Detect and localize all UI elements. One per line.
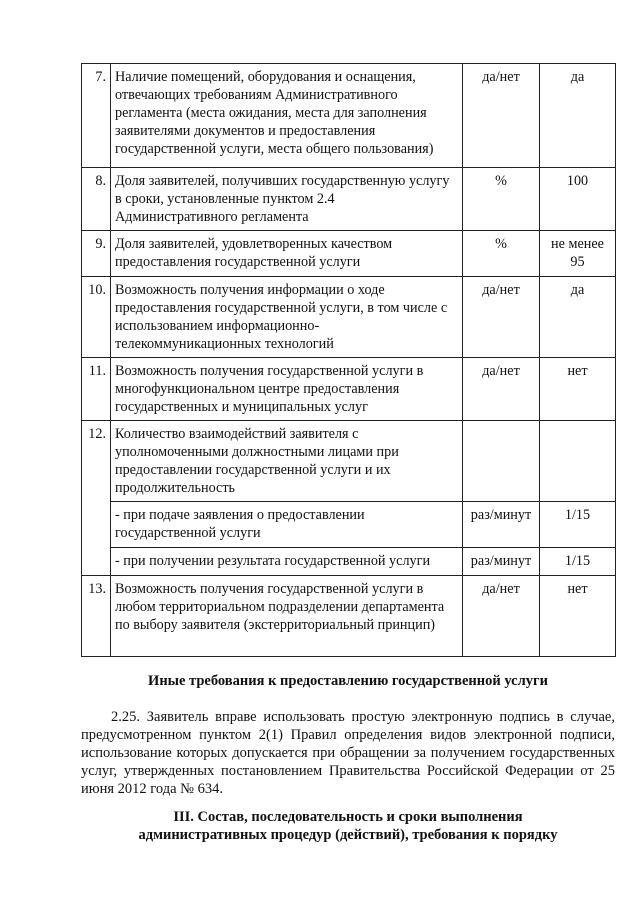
paragraph-2-25: 2.25. Заявитель вправе использовать простую электронную подпись в случае, предусмотренном пунктом 2(1) Правил определения видов электронной подписи, использование которых допускается при обращении за получением государственных услуг, утвержденных постановлением Правительства Российской Федерации от 25 июня 2012 года № 634. [81,709,615,797]
row-description: Количество взаимодействий заявителя с уполномоченными должностными лицами при предоставлении государственной услуги и их продолжительность [111,421,463,502]
row-unit: да/нет [463,576,540,657]
row-value: 100 [540,168,616,231]
row-description: Возможность получения государственной услуги в любом территориальном подразделении департамента по выбору заявителя (экстерриториальный принцип) [111,576,463,657]
table-row [82,277,616,358]
row-value [540,421,616,502]
table-row [82,421,616,502]
row-unit [463,421,540,502]
requirements-table [81,63,616,657]
table-row [82,502,616,548]
row-unit: раз/минут [463,548,540,576]
row-number: 13. [82,576,111,657]
chapter-heading-line: административных процедур (действий), требования к порядку [138,827,558,843]
row-number: 7. [82,64,111,168]
row-description: Доля заявителей, получивших государственную услугу в сроки, установленные пунктом 2.4 Административного регламента [111,168,463,231]
row-number: 12. [82,421,111,576]
row-description: Наличие помещений, оборудования и оснащения, отвечающих требованиям Административного регламента (места ожидания, места для заполнения заявителями документов и предоставления государственной услуги, места общего пользования) [111,64,463,168]
row-unit: да/нет [463,358,540,421]
row-unit: раз/минут [463,502,540,548]
row-value: не менее 95 [540,231,616,277]
row-unit: % [463,231,540,277]
row-value: да [540,64,616,168]
row-description: Возможность получения информации о ходе предоставления государственной услуги, в том числе с использованием информационно-телекоммуникационных технологий [111,277,463,358]
row-unit: % [463,168,540,231]
row-unit: да/нет [463,64,540,168]
table-row [82,548,616,576]
chapter-heading [81,808,615,844]
table-row [82,358,616,421]
row-number: 9. [82,231,111,277]
row-value: нет [540,576,616,657]
row-description: Доля заявителей, удовлетворенных качеством предоставления государственной услуги [111,231,463,277]
row-description: - при получении результата государственной услуги [111,548,463,576]
row-description: Возможность получения государственной услуги в многофункциональном центре предоставления государственных и муниципальных услуг [111,358,463,421]
row-value: нет [540,358,616,421]
table-row [82,576,616,657]
row-value: 1/15 [540,502,616,548]
row-number: 10. [82,277,111,358]
row-number: 11. [82,358,111,421]
table-row [82,231,616,277]
section-heading: Иные требования к предоставлению государственной услуги [148,673,548,689]
row-unit: да/нет [463,277,540,358]
row-number: 8. [82,168,111,231]
row-description: - при подаче заявления о предоставлении государственной услуги [111,502,463,548]
chapter-heading-line: III. Состав, последовательность и сроки выполнения [173,809,523,825]
row-value: да [540,277,616,358]
row-value: 1/15 [540,548,616,576]
table-row [82,64,616,168]
table-row [82,168,616,231]
